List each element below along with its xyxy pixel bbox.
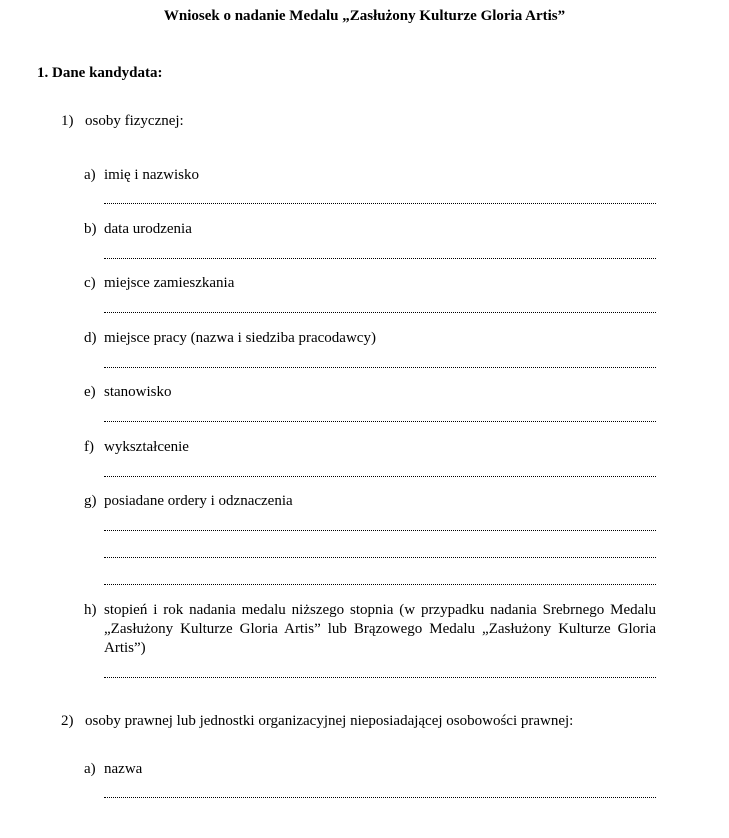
field-label-entity-name: nazwa (104, 761, 143, 777)
field-label-birth-date: data urodzenia (104, 221, 192, 237)
field-label-workplace: miejsce pracy (nazwa i siedziba pracodawcy) (104, 330, 376, 346)
item-letter: d) (84, 330, 97, 346)
fill-in-line-position[interactable] (104, 421, 656, 422)
item-letter: c) (84, 275, 96, 291)
field-label-education: wykształcenie (104, 439, 189, 455)
field-label-name: imię i nazwisko (104, 167, 199, 183)
subsection-label-natural-person: osoby fizycznej: (85, 113, 184, 129)
subsection-number: 1) (61, 113, 74, 129)
field-label-position: stanowisko (104, 384, 172, 400)
field-label-lower-medal: stopień i rok nadania medalu niższego stopnia (w przypadku nadania Srebrnego Medalu „Zasłużony Kulturze Gloria Artis” lub Brązowego Medalu „Zasłużony Kulturze Gloria Artis”) (104, 602, 656, 656)
fill-in-line-workplace[interactable] (104, 367, 656, 368)
fill-in-line-lower-medal[interactable] (104, 677, 656, 678)
subsection-label-legal-entity: osoby prawnej lub jednostki organizacyjnej nieposiadającej osobowości prawnej: (85, 713, 574, 729)
fill-in-line-birth-date[interactable] (104, 258, 656, 259)
fill-in-line-orders-3[interactable] (104, 584, 656, 585)
item-letter: h) (84, 602, 97, 618)
section-heading-candidate-data: 1. Dane kandydata: (37, 65, 163, 81)
fill-in-line-entity-name[interactable] (104, 797, 656, 798)
fill-in-line-residence[interactable] (104, 312, 656, 313)
field-label-residence: miejsce zamieszkania (104, 275, 235, 291)
fill-in-line-education[interactable] (104, 476, 656, 477)
field-label-orders-decorations: posiadane ordery i odznaczenia (104, 493, 293, 509)
fill-in-line-orders-2[interactable] (104, 557, 656, 558)
item-letter: b) (84, 221, 97, 237)
document-title: Wniosek o nadanie Medalu „Zasłużony Kulturze Gloria Artis” (163, 8, 566, 24)
item-letter: g) (84, 493, 97, 509)
item-letter: f) (84, 439, 94, 455)
fill-in-line-name[interactable] (104, 203, 656, 204)
item-letter: a) (84, 761, 96, 777)
fill-in-line-orders-1[interactable] (104, 530, 656, 531)
item-letter: e) (84, 384, 96, 400)
item-letter: a) (84, 167, 96, 183)
subsection-number: 2) (61, 713, 74, 729)
